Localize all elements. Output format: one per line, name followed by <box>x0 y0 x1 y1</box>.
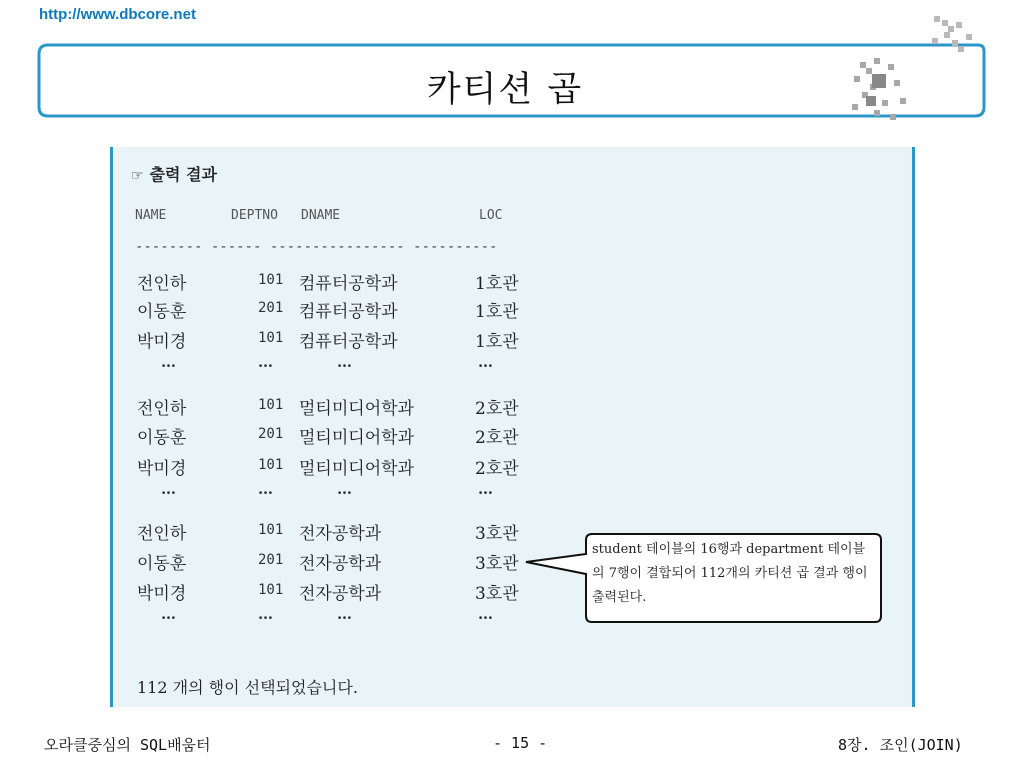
cell-deptno: 101 <box>258 330 284 346</box>
cell-loc: 2호관 <box>475 459 519 479</box>
cell-name: 박미경 <box>137 584 187 604</box>
cell-loc: 3호관 <box>475 554 519 574</box>
ellipsis: … <box>478 353 493 371</box>
footer-book-title: 오라클중심의 SQL배움터 <box>44 736 211 754</box>
cell-dname: 전자공학과 <box>299 524 382 544</box>
cell-dname: 멀티미디어학과 <box>299 399 414 419</box>
cell-dname: 전자공학과 <box>299 584 382 604</box>
output-heading <box>131 162 217 185</box>
ellipsis: … <box>258 353 273 371</box>
rows-selected-message: 112 개의 행이 선택되었습니다. <box>137 678 358 697</box>
cell-name: 박미경 <box>137 459 187 479</box>
cell-deptno: 101 <box>258 582 284 598</box>
cell-name: 이동훈 <box>137 428 187 448</box>
cell-dname: 전자공학과 <box>299 554 382 574</box>
cell-deptno: 101 <box>258 272 284 288</box>
callout-text: student 테이블의 16행과 department 테이블의 7행이 결합되어 112개의 카티션 곱 결과 행이 출력된다. <box>592 542 868 605</box>
cell-deptno: 101 <box>258 397 284 413</box>
column-header-dname: DNAME <box>301 208 341 223</box>
cell-dname: 컴퓨터공학과 <box>299 302 398 322</box>
cell-loc: 3호관 <box>475 584 519 604</box>
cell-deptno: 201 <box>258 300 284 316</box>
ellipsis: … <box>478 605 493 623</box>
column-separator: -------- ------ ---------------- ---------- <box>135 239 498 255</box>
cell-dname: 멀티미디어학과 <box>299 459 414 479</box>
cell-deptno: 101 <box>258 457 284 473</box>
ellipsis: … <box>161 605 176 623</box>
cell-loc: 3호관 <box>475 524 519 544</box>
cell-name: 이동훈 <box>137 302 187 322</box>
cell-loc: 2호관 <box>475 399 519 419</box>
cell-dname: 컴퓨터공학과 <box>299 274 398 294</box>
site-url[interactable]: http://www.dbcore.net <box>39 6 196 23</box>
cell-loc: 1호관 <box>475 302 519 322</box>
ellipsis: … <box>337 353 352 371</box>
page-title: 카티션 곱 <box>426 70 584 110</box>
column-header-loc: LOC <box>479 208 503 223</box>
pixel-ornament-icon <box>836 14 986 126</box>
pointing-hand-icon: ☞ <box>131 168 144 184</box>
ellipsis: … <box>337 480 352 498</box>
output-heading-label: 출력 결과 <box>149 165 217 184</box>
cell-name: 이동훈 <box>137 554 187 574</box>
cell-name: 박미경 <box>137 332 187 352</box>
ellipsis: … <box>258 605 273 623</box>
ellipsis: … <box>337 605 352 623</box>
footer-page-number: - 15 - <box>493 734 548 752</box>
ellipsis: … <box>478 480 493 498</box>
column-header-name: NAME <box>135 208 167 223</box>
cell-dname: 컴퓨터공학과 <box>299 332 398 352</box>
cell-name: 전인하 <box>137 524 187 544</box>
ellipsis: … <box>258 480 273 498</box>
ellipsis: … <box>161 353 176 371</box>
footer-chapter: 8장. 조인(JOIN) <box>838 736 963 754</box>
cell-dname: 멀티미디어학과 <box>299 428 414 448</box>
cell-name: 전인하 <box>137 399 187 419</box>
column-header-deptno: DEPTNO <box>231 208 278 223</box>
cell-name: 전인하 <box>137 274 187 294</box>
cell-deptno: 201 <box>258 552 284 568</box>
cell-loc: 1호관 <box>475 274 519 294</box>
cell-deptno: 101 <box>258 522 284 538</box>
ellipsis: … <box>161 480 176 498</box>
cell-loc: 1호관 <box>475 332 519 352</box>
cell-deptno: 201 <box>258 426 284 442</box>
cell-loc: 2호관 <box>475 428 519 448</box>
